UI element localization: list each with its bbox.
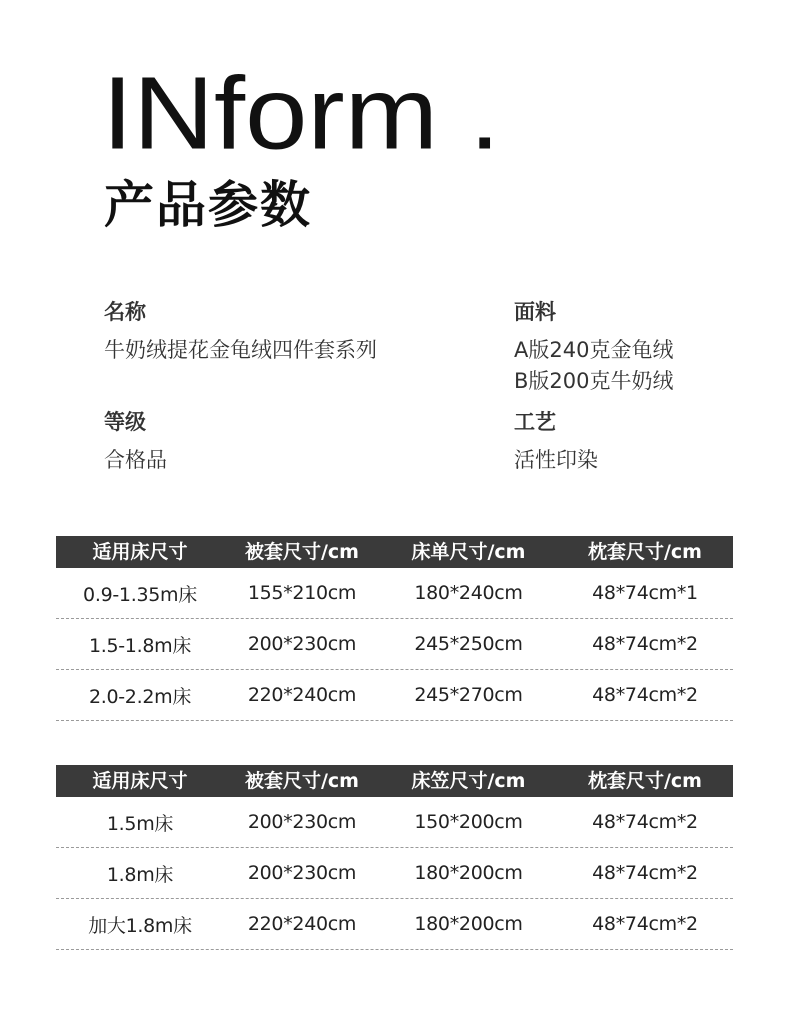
spec-fabric-label: 面料	[514, 300, 556, 324]
table-cell: 0.9-1.35m床	[83, 583, 197, 606]
table-cell: 180*240cm	[414, 582, 523, 604]
size-table-sheet	[56, 536, 733, 721]
spec-grade	[104, 412, 167, 476]
table-header	[56, 536, 733, 568]
spec-fabric-line-a: A版240克金龟绒	[514, 338, 674, 362]
column-header: 床笠尺寸/cm	[411, 770, 526, 792]
column-header: 枕套尺寸/cm	[587, 541, 702, 563]
table-cell: 150*200cm	[414, 811, 523, 833]
column-header: 适用床尺寸	[92, 541, 188, 563]
table-cell: 1.5m床	[106, 812, 174, 835]
table-cell: 200*230cm	[247, 811, 357, 833]
table-cell: 48*74cm*2	[592, 862, 698, 884]
spec-fabric-value	[514, 335, 674, 397]
table-cell: 220*240cm	[247, 913, 357, 935]
column-header: 枕套尺寸/cm	[587, 770, 702, 792]
column-header: 床单尺寸/cm	[411, 541, 526, 563]
table-cell: 48*74cm*2	[592, 913, 698, 935]
table-cell: 48*74cm*1	[592, 582, 698, 604]
spec-craft	[514, 412, 598, 476]
table-cell: 1.5-1.8m床	[88, 634, 192, 657]
spec-name-value: 牛奶绒提花金龟绒四件套系列	[104, 338, 377, 362]
column-header: 适用床尺寸	[92, 770, 188, 792]
column-header: 被套尺寸/cm	[244, 770, 359, 792]
table-cell: 2.0-2.2m床	[88, 685, 192, 708]
table-header	[56, 765, 733, 797]
table-cell: 200*230cm	[247, 862, 357, 884]
brand-title: INform .	[102, 55, 501, 171]
table-row	[56, 899, 733, 950]
spec-grade-label: 等级	[104, 410, 146, 434]
table-row	[56, 797, 733, 848]
table-cell: 48*74cm*2	[592, 684, 698, 706]
table-cell: 180*200cm	[414, 913, 523, 935]
spec-grade-value: 合格品	[104, 448, 167, 472]
table-cell: 245*270cm	[414, 684, 523, 706]
spec-name	[104, 302, 377, 366]
table-cell: 200*230cm	[247, 633, 357, 655]
table-cell: 48*74cm*2	[592, 633, 698, 655]
table-cell: 1.8m床	[106, 863, 174, 886]
size-table-fitted	[56, 765, 733, 950]
table-row	[56, 619, 733, 670]
table-row	[56, 670, 733, 721]
table-cell: 245*250cm	[414, 633, 523, 655]
spec-craft-label: 工艺	[514, 410, 556, 434]
column-header: 被套尺寸/cm	[244, 541, 359, 563]
table-row	[56, 848, 733, 899]
table-cell: 155*210cm	[247, 582, 357, 604]
table-row	[56, 568, 733, 619]
spec-craft-value: 活性印染	[514, 448, 598, 472]
table-cell: 220*240cm	[247, 684, 357, 706]
table-cell: 48*74cm*2	[592, 811, 698, 833]
spec-fabric-line-b: B版200克牛奶绒	[514, 369, 674, 393]
page-subtitle: 产品参数	[104, 176, 312, 234]
spec-name-label: 名称	[104, 300, 146, 324]
spec-fabric	[514, 302, 674, 397]
table-cell: 加大1.8m床	[88, 914, 192, 937]
table-cell: 180*200cm	[414, 862, 523, 884]
